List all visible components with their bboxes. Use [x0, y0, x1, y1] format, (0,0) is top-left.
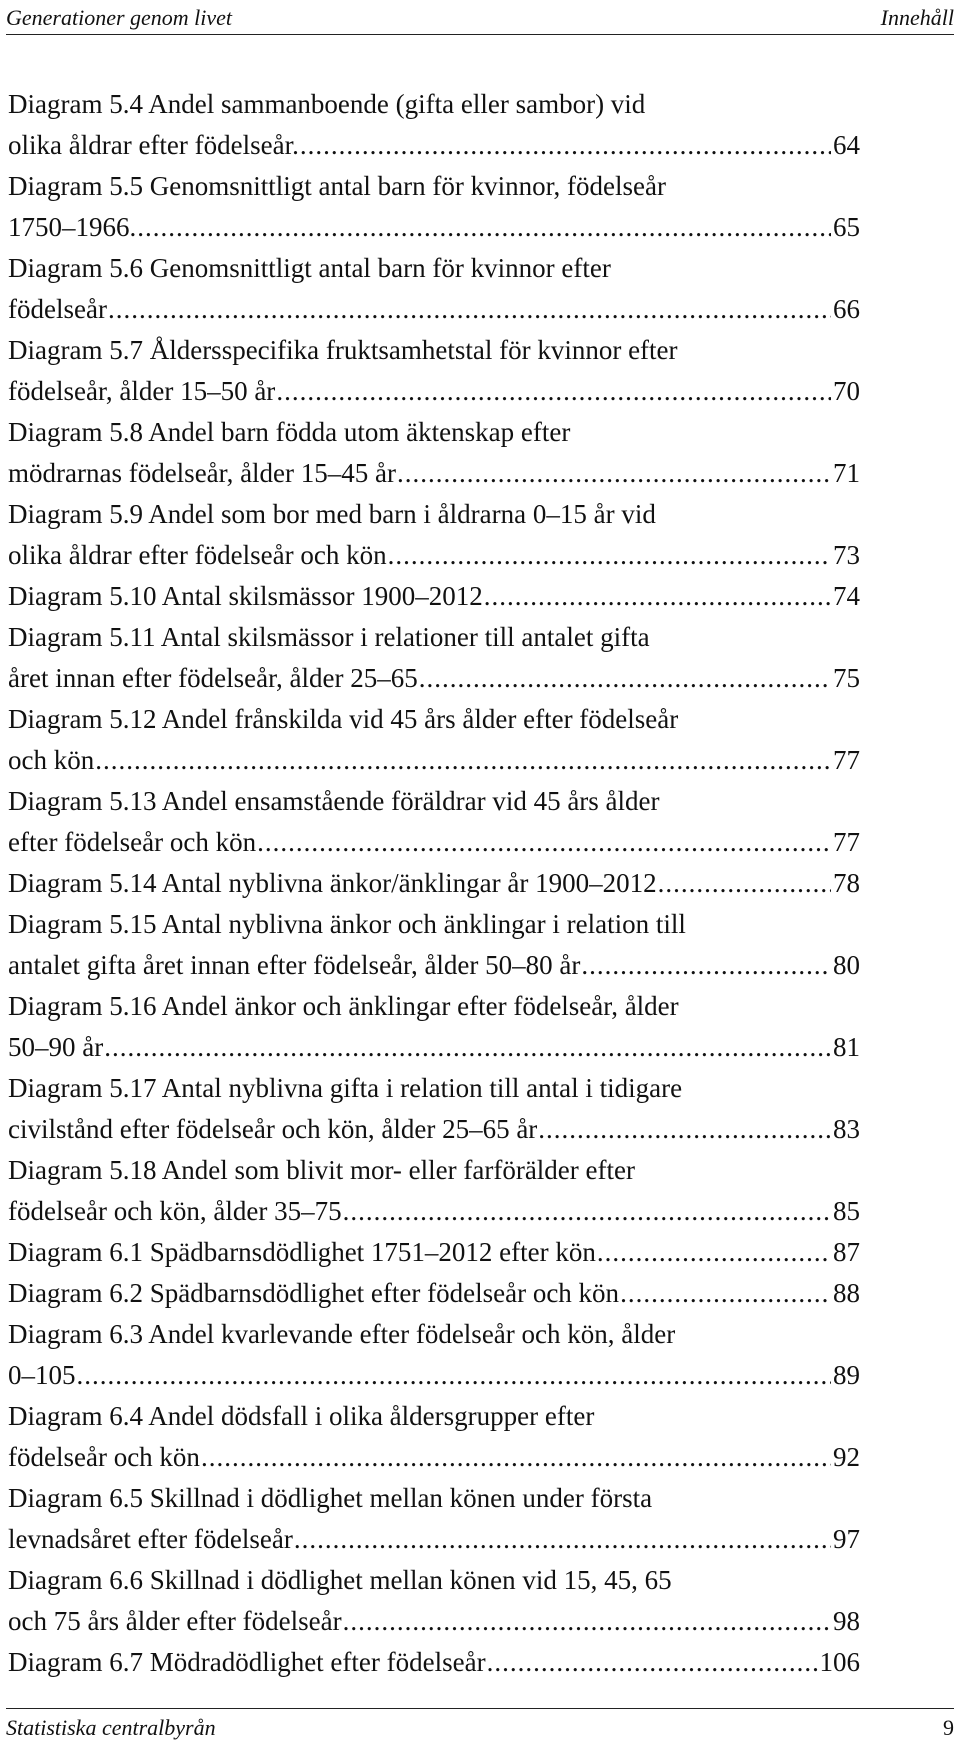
- toc-entry-text: Diagram 5.6 Genomsnittligt antal barn för kvinnor efter: [8, 253, 611, 283]
- footer-page-number: 9: [943, 1715, 954, 1740]
- toc-entry[interactable]: [8, 84, 860, 166]
- toc-page-number[interactable]: 73: [833, 540, 860, 570]
- dot-leader: [487, 1642, 818, 1683]
- dot-leader: [538, 1109, 831, 1150]
- toc-entry-text: 1750–1966.: [8, 212, 137, 242]
- toc-entry-text: året innan efter födelseår, ålder 25–65: [8, 663, 418, 693]
- toc-entry-text: Diagram 6.4 Andel dödsfall i olika åldersgrupper efter: [8, 1401, 595, 1431]
- dot-leader: [343, 1601, 831, 1642]
- toc-entry[interactable]: [8, 863, 860, 904]
- toc-entry[interactable]: [8, 412, 860, 494]
- toc-entry[interactable]: [8, 1273, 860, 1314]
- dot-leader: [95, 740, 831, 781]
- toc-page-number[interactable]: 66: [833, 294, 860, 324]
- toc-page-number[interactable]: 88: [833, 1278, 860, 1308]
- toc-entry-text: Diagram 6.6 Skillnad i dödlighet mellan könen vid 15, 45, 65: [8, 1565, 672, 1595]
- toc-page-number[interactable]: 106: [819, 1647, 860, 1677]
- toc-entry[interactable]: [8, 576, 860, 617]
- toc-entry-text: Diagram 5.13 Andel ensamstående föräldrar vid 45 års ålder: [8, 786, 660, 816]
- running-footer: [6, 1708, 954, 1741]
- toc-entry-text: Diagram 6.2 Spädbarnsdödlighet efter födelseår och kön: [8, 1278, 620, 1308]
- dot-leader: [108, 289, 831, 330]
- dot-leader: [388, 535, 831, 576]
- toc-entry-text: 50–90 år: [8, 1032, 104, 1062]
- dot-leader: [257, 822, 831, 863]
- toc-entry-text: Diagram 5.7 Åldersspecifika fruktsamhetstal för kvinnor efter: [8, 335, 678, 365]
- toc-entry-text: Diagram 5.9 Andel som bor med barn i åldrarna 0–15 år vid: [8, 499, 656, 529]
- header-title: Generationer genom livet: [6, 5, 233, 30]
- dot-leader: [294, 1519, 831, 1560]
- toc-entry[interactable]: [8, 248, 860, 330]
- running-header: [6, 0, 954, 35]
- toc-entry-text: levnadsåret efter födelseår: [8, 1524, 293, 1554]
- dot-leader: [581, 945, 831, 986]
- dot-leader: [597, 1232, 831, 1273]
- toc-entry-text: Diagram 5.10 Antal skilsmässor 1900–2012: [8, 581, 483, 611]
- toc-page-number[interactable]: 80: [833, 950, 860, 980]
- toc-entry-text: Diagram 5.16 Andel änkor och änklingar efter födelseår, ålder: [8, 991, 679, 1021]
- toc-entry[interactable]: [8, 494, 860, 576]
- toc-entry-text: och kön: [8, 745, 95, 775]
- toc-entry-text: Diagram 5.14 Antal nyblivna änkor/änklingar år 1900–2012: [8, 868, 657, 898]
- dot-leader: [77, 1355, 832, 1396]
- toc-entry-text: födelseår och kön: [8, 1442, 200, 1472]
- dot-leader: [343, 1191, 831, 1232]
- dot-leader: [658, 863, 831, 904]
- toc-entry-text: Diagram 5.15 Antal nyblivna änkor och änklingar i relation till: [8, 909, 686, 939]
- dot-leader: [201, 1437, 831, 1478]
- toc-entry-text: Diagram 5.8 Andel barn födda utom äktenskap efter: [8, 417, 571, 447]
- toc-entry-text: Diagram 5.5 Genomsnittligt antal barn för kvinnor, födelseår: [8, 171, 666, 201]
- toc-entry[interactable]: [8, 1642, 860, 1683]
- toc-entry-text: Diagram 6.3 Andel kvarlevande efter födelseår och kön, ålder: [8, 1319, 676, 1349]
- toc-page-number[interactable]: 78: [833, 868, 860, 898]
- toc-entry[interactable]: [8, 904, 860, 986]
- toc-page-number[interactable]: 74: [833, 581, 860, 611]
- toc-page-number[interactable]: 87: [833, 1237, 860, 1267]
- dot-leader: [419, 658, 831, 699]
- toc-page-number[interactable]: 83: [833, 1114, 860, 1144]
- toc-page-number[interactable]: 71: [833, 458, 860, 488]
- toc-entry-text: olika åldrar efter födelseår och kön: [8, 540, 387, 570]
- toc-page-number[interactable]: 89: [833, 1360, 860, 1390]
- toc-page-number[interactable]: 77: [833, 827, 860, 857]
- toc-page-number[interactable]: 85: [833, 1196, 860, 1226]
- toc-page-number[interactable]: 75: [833, 663, 860, 693]
- dot-leader: [276, 371, 831, 412]
- toc-entry-text: födelseår: [8, 294, 107, 324]
- toc-page-number[interactable]: 81: [833, 1032, 860, 1062]
- toc-page-number[interactable]: 92: [833, 1442, 860, 1472]
- toc-entry-text: Diagram 5.12 Andel frånskilda vid 45 års ålder efter födelseår: [8, 704, 679, 734]
- toc-entry[interactable]: [8, 1232, 860, 1273]
- toc-entry-text: antalet gifta året innan efter födelseår, ålder 50–80 år: [8, 950, 581, 980]
- toc-entry[interactable]: [8, 986, 860, 1068]
- toc-entry-text: mödrarnas födelseår, ålder 15–45 år: [8, 458, 397, 488]
- toc-entry[interactable]: [8, 1150, 860, 1232]
- toc-entry[interactable]: [8, 1314, 860, 1396]
- table-of-contents: [8, 84, 860, 1683]
- toc-entry-text: Diagram 5.17 Antal nyblivna gifta i relation till antal i tidigare: [8, 1073, 683, 1103]
- header-section: Innehåll: [880, 5, 954, 30]
- toc-page-number[interactable]: 70: [833, 376, 860, 406]
- toc-entry[interactable]: [8, 330, 860, 412]
- toc-entry-text: efter födelseår och kön: [8, 827, 257, 857]
- toc-page-number[interactable]: 97: [833, 1524, 860, 1554]
- dot-leader: [397, 453, 831, 494]
- toc-entry[interactable]: [8, 166, 860, 248]
- dot-leader: [484, 576, 831, 617]
- toc-entry-text: olika åldrar efter födelseår.: [8, 130, 299, 160]
- toc-entry-text: födelseår och kön, ålder 35–75: [8, 1196, 342, 1226]
- toc-entry-text: Diagram 5.11 Antal skilsmässor i relationer till antalet gifta: [8, 622, 650, 652]
- toc-entry[interactable]: [8, 617, 860, 699]
- toc-entry-text: Diagram 6.5 Skillnad i dödlighet mellan könen under första: [8, 1483, 653, 1513]
- footer-publisher: Statistiska centralbyrån: [6, 1715, 216, 1740]
- toc-entry[interactable]: [8, 1396, 860, 1478]
- toc-entry-text: 0–105: [8, 1360, 76, 1390]
- toc-page-number[interactable]: 65: [833, 212, 860, 242]
- toc-entry[interactable]: [8, 699, 860, 781]
- toc-entry-text: och 75 års ålder efter födelseår: [8, 1606, 342, 1636]
- toc-entry-text: civilstånd efter födelseår och kön, ålder 25–65 år: [8, 1114, 538, 1144]
- dot-leader: [620, 1273, 831, 1314]
- toc-entry[interactable]: [8, 1068, 860, 1150]
- dot-leader: [137, 207, 831, 248]
- toc-page-number[interactable]: 64: [833, 130, 860, 160]
- toc-entry-text: Diagram 5.18 Andel som blivit mor- eller farförälder efter: [8, 1155, 635, 1185]
- dot-leader: [104, 1027, 831, 1068]
- toc-page-number[interactable]: 98: [833, 1606, 860, 1636]
- toc-entry-text: Diagram 6.7 Mödradödlighet efter födelseår: [8, 1647, 486, 1677]
- toc-entry-text: födelseår, ålder 15–50 år: [8, 376, 276, 406]
- toc-entry-text: Diagram 6.1 Spädbarnsdödlighet 1751–2012 efter kön: [8, 1237, 596, 1267]
- toc-entry-text: Diagram 5.4 Andel sammanboende (gifta eller sambor) vid: [8, 89, 646, 119]
- toc-entry[interactable]: [8, 781, 860, 863]
- toc-entry[interactable]: [8, 1478, 860, 1560]
- toc-page-number[interactable]: 77: [833, 745, 860, 775]
- toc-entry[interactable]: [8, 1560, 860, 1642]
- dot-leader: [300, 125, 831, 166]
